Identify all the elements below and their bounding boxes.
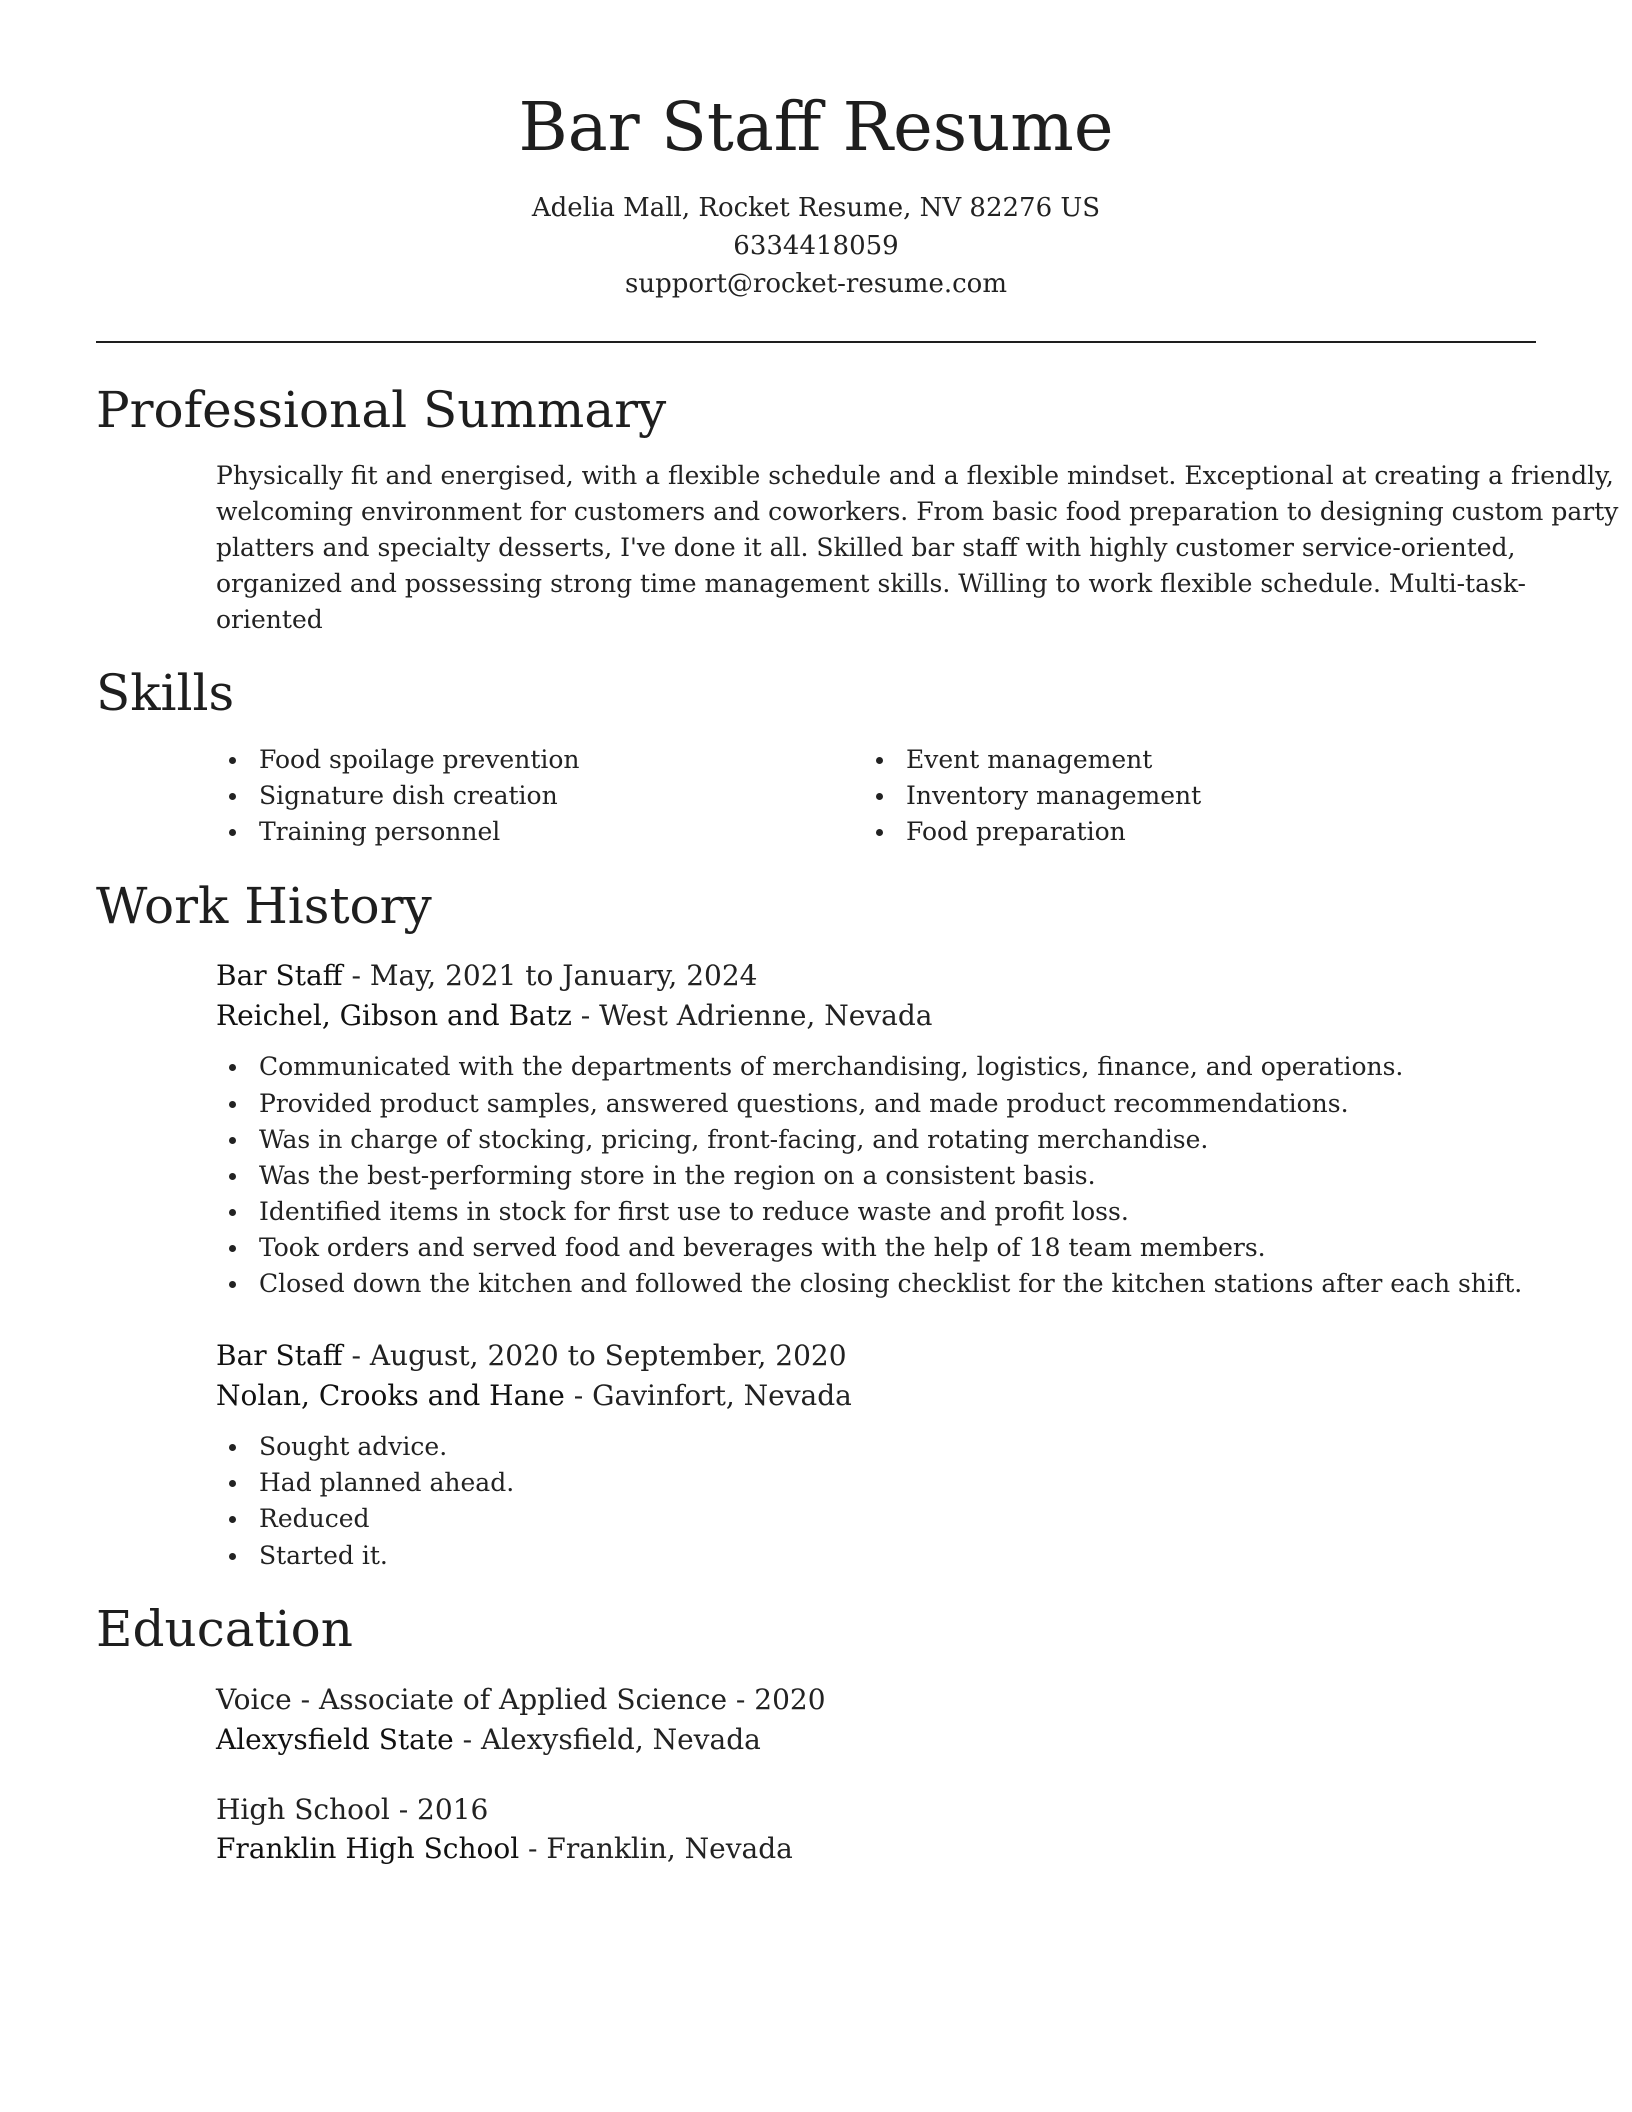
- education-location: - Franklin, Nevada: [519, 1832, 793, 1865]
- education-school: Alexysfield State: [216, 1723, 454, 1756]
- job-dates: - May, 2021 to January, 2024: [342, 959, 758, 992]
- skill-item: Food spoilage prevention: [259, 745, 580, 774]
- skill-item: Inventory management: [906, 781, 1202, 810]
- job-company: Nolan, Crooks and Hane: [216, 1379, 565, 1412]
- bullet-icon: [229, 1209, 236, 1216]
- job-title-line: [216, 956, 758, 996]
- bullet-icon: [876, 793, 883, 800]
- job-title-line: [216, 1336, 847, 1376]
- job-location: - West Adrienne, Nevada: [571, 999, 933, 1032]
- bullet-icon: [229, 1281, 236, 1288]
- skill-item: Training personnel: [259, 817, 501, 846]
- job-title: Bar Staff: [216, 1339, 343, 1372]
- bullet-icon: [229, 793, 236, 800]
- job-bullet: Identified items in stock for first use to reduce waste and profit loss.: [259, 1197, 1129, 1226]
- summary-heading: Professional Summary: [96, 381, 667, 439]
- job-bullet: Communicated with the departments of merchandising, logistics, finance, and operations.: [259, 1052, 1404, 1081]
- bullet-icon: [229, 829, 236, 836]
- summary-line: welcoming environment for customers and coworkers. From basic food preparation to designing custom party: [216, 497, 1619, 526]
- bullet-icon: [229, 757, 236, 764]
- education-school-line: [216, 1720, 761, 1760]
- education-degree: Voice - Associate of Applied Science - 2020: [216, 1683, 826, 1716]
- job-dates: - August, 2020 to September, 2020: [342, 1339, 847, 1372]
- job-bullet: Was the best-performing store in the region on a consistent basis.: [259, 1161, 1096, 1190]
- job-company-line: [216, 996, 932, 1036]
- bullet-icon: [229, 1516, 236, 1523]
- job-bullet: Reduced: [259, 1504, 370, 1533]
- contact-email: support@rocket-resume.com: [624, 269, 1007, 299]
- education-heading: Education: [96, 1600, 353, 1658]
- summary-line: organized and possessing strong time management skills. Willing to work flexible schedule. Multi-task-: [216, 569, 1526, 598]
- job-bullet: Started it.: [259, 1541, 388, 1570]
- contact-phone: 6334418059: [733, 231, 899, 261]
- skill-item: Signature dish creation: [259, 781, 558, 810]
- summary-line: oriented: [216, 605, 323, 634]
- job-company-line: [216, 1376, 852, 1416]
- bullet-icon: [229, 1064, 236, 1071]
- bullet-icon: [876, 757, 883, 764]
- resume-title: Bar Staff Resume: [518, 88, 1114, 166]
- job-location: - Gavinfort, Nevada: [564, 1379, 852, 1412]
- bullet-icon: [229, 1137, 236, 1144]
- job-bullet: Provided product samples, answered questions, and made product recommendations.: [259, 1089, 1349, 1118]
- job-title: Bar Staff: [216, 959, 343, 992]
- education-degree: High School - 2016: [216, 1793, 489, 1826]
- bullet-icon: [229, 1101, 236, 1108]
- contact-address: Adelia Mall, Rocket Resume, NV 82276 US: [531, 193, 1101, 223]
- bullet-icon: [229, 1480, 236, 1487]
- bullet-icon: [229, 1553, 236, 1560]
- header-divider: [96, 341, 1536, 343]
- summary-line: platters and specialty desserts, I've done it all. Skilled bar staff with highly customer service-oriented,: [216, 533, 1516, 562]
- job-bullet: Sought advice.: [259, 1432, 448, 1461]
- summary-line: Physically fit and energised, with a flexible schedule and a flexible mindset. Exceptional at creating a friendly,: [216, 461, 1614, 490]
- skill-item: Food preparation: [906, 817, 1126, 846]
- job-bullet: Was in charge of stocking, pricing, front-facing, and rotating merchandise.: [259, 1125, 1209, 1154]
- bullet-icon: [229, 1173, 236, 1180]
- job-bullet: Took orders and served food and beverages with the help of 18 team members.: [259, 1233, 1266, 1262]
- bullet-icon: [876, 829, 883, 836]
- education-location: - Alexysfield, Nevada: [453, 1723, 761, 1756]
- job-company: Reichel, Gibson and Batz: [216, 999, 572, 1032]
- bullet-icon: [229, 1444, 236, 1451]
- education-school-line: [216, 1829, 793, 1869]
- job-bullet: Closed down the kitchen and followed the closing checklist for the kitchen stations after each shift.: [259, 1269, 1523, 1298]
- skill-item: Event management: [906, 745, 1153, 774]
- job-bullet: Had planned ahead.: [259, 1468, 515, 1497]
- skills-heading: Skills: [96, 664, 235, 722]
- bullet-icon: [229, 1245, 236, 1252]
- work-history-heading: Work History: [96, 877, 432, 935]
- education-school: Franklin High School: [216, 1832, 520, 1865]
